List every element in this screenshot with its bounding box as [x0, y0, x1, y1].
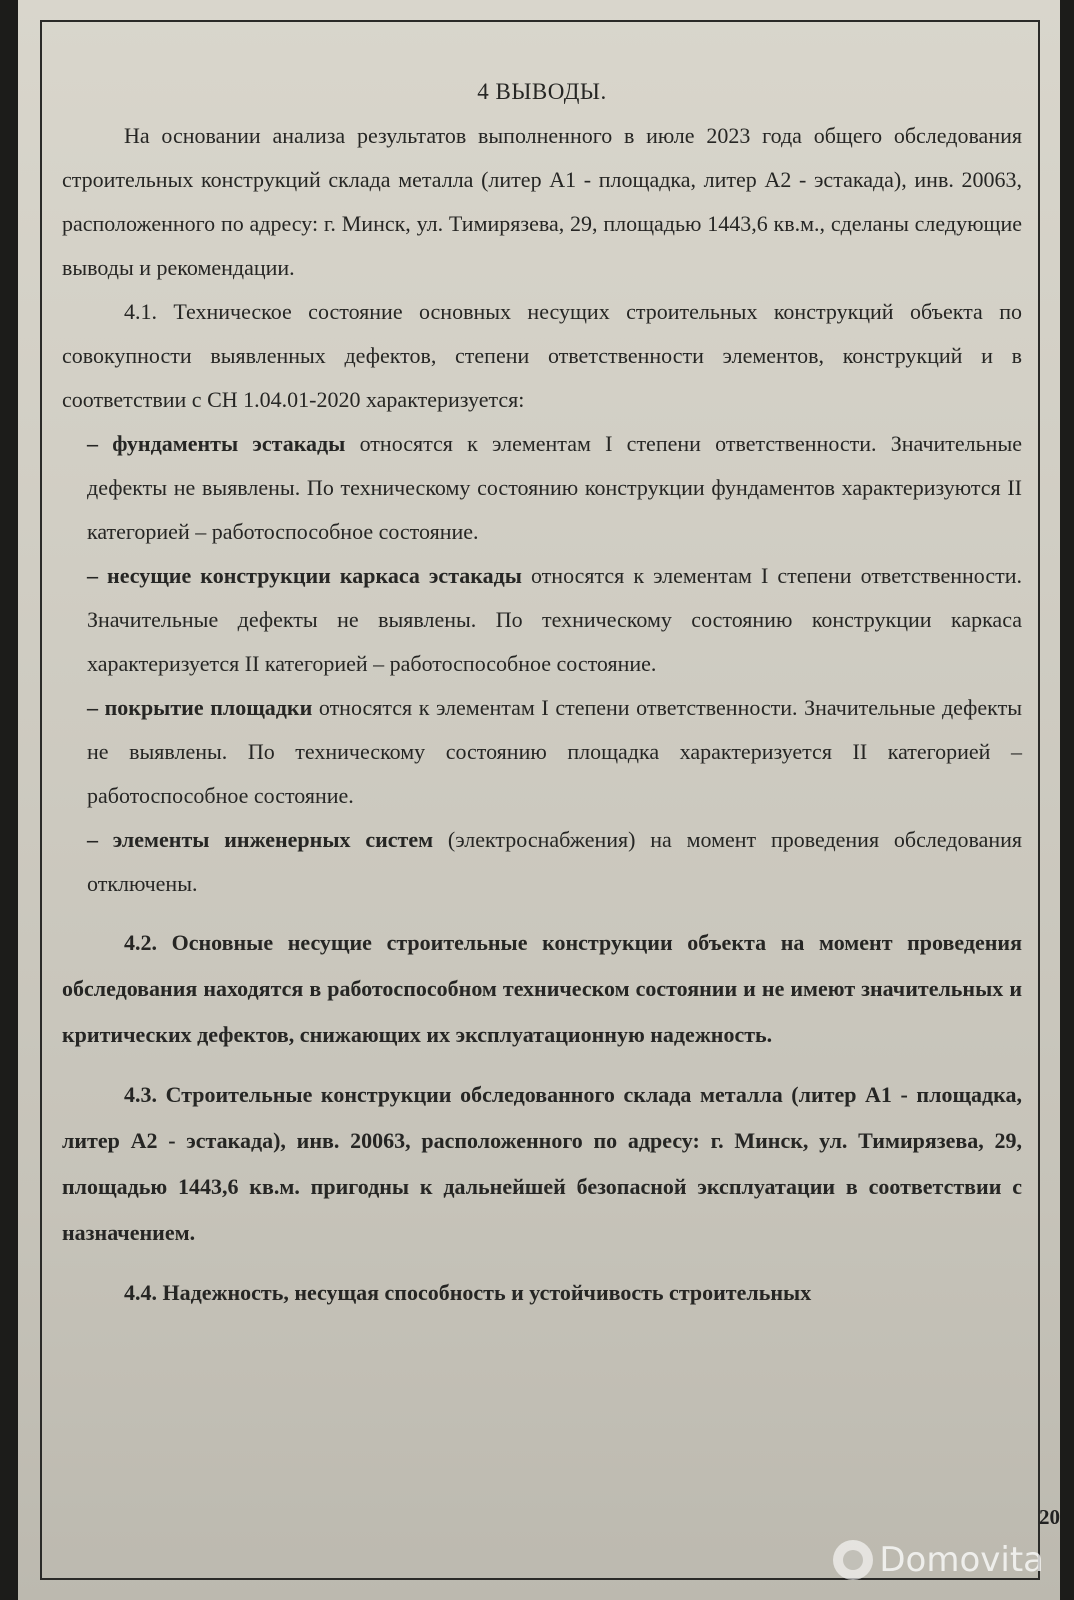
document-body — [62, 70, 1022, 1316]
watermark-text: Domovita — [879, 1540, 1044, 1580]
page-number: 20 — [1039, 1505, 1060, 1529]
paragraph-4-2: 4.2. Основные несущие строительные конструкции объекта на момент проведения обследования находятся в работоспособном техническом состоянии и не имеют значительных и критических дефектов, снижающих их эксплуатационную надежность. — [62, 930, 1022, 1047]
list-item-term: – несущие конструкции каркаса эстакады — [87, 563, 522, 588]
paragraph-4-4: 4.4. Надежность, несущая способность и устойчивость строительных — [124, 1280, 812, 1305]
section-heading: 4 ВЫВОДЫ. — [477, 79, 607, 104]
intro-paragraph: На основании анализа результатов выполненного в июле 2023 года общего обследования строительных конструкций склада металла (литер А1 - площадка, литер А2 - эстакада), инв. 20063, расположенного по адресу: г. Минск, ул. Тимирязева, 29, площадью 1443,6 кв.м., сделаны следующие выводы и рекомендации. — [62, 123, 1022, 280]
watermark — [833, 1540, 1044, 1580]
list-item-term: – покрытие площадки — [87, 695, 313, 720]
list-item-term: – фундаменты эстакады — [87, 431, 346, 456]
list-item-text: (электроснабжения) на момент проведения обследования отключены. — [87, 827, 1023, 896]
list-item-term: – элементы инженерных систем — [87, 827, 434, 852]
paragraph-4-3: 4.3. Строительные конструкции обследованного склада металла (литер А1 - площадка, литер А2 - эстакада), инв. 20063, расположенного по адресу: г. Минск, ул. Тимирязева, 29, площадью 1443,6 кв.м. пригодны к дальнейшей безопасной эксплуатации в соответствии с назначением. — [62, 1082, 1022, 1245]
list-item-foundations — [62, 422, 1022, 554]
list-item-text: относятся к элементам I степени ответственности. Значительные дефекты не выявлены. По техническому состоянию конструкции фундаментов характеризуются II категорией – работоспособное состояние. — [87, 431, 1022, 544]
list-item-platform-cover — [62, 686, 1022, 818]
list-item-engineering-systems — [62, 818, 1022, 906]
list-item-frame — [62, 554, 1022, 686]
list-item-text: относятся к элементам I степени ответственности. Значительные дефекты не выявлены. По техническому состоянию площадка характеризуется II категорией – работоспособное состояние. — [87, 695, 1022, 808]
document-page — [18, 0, 1060, 1600]
domovita-logo-icon — [833, 1540, 873, 1580]
list-item-text: относятся к элементам I степени ответственности. Значительные дефекты не выявлены. По техническому состоянию конструкции каркаса характеризуется II категорией – работоспособное состояние. — [87, 563, 1022, 676]
paragraph-4-1: 4.1. Техническое состояние основных несущих строительных конструкций объекта по совокупности выявленных дефектов, степени ответственности элементов, конструкций и в соответствии с СН 1.04.01-2020 характеризуется: — [62, 299, 1022, 412]
